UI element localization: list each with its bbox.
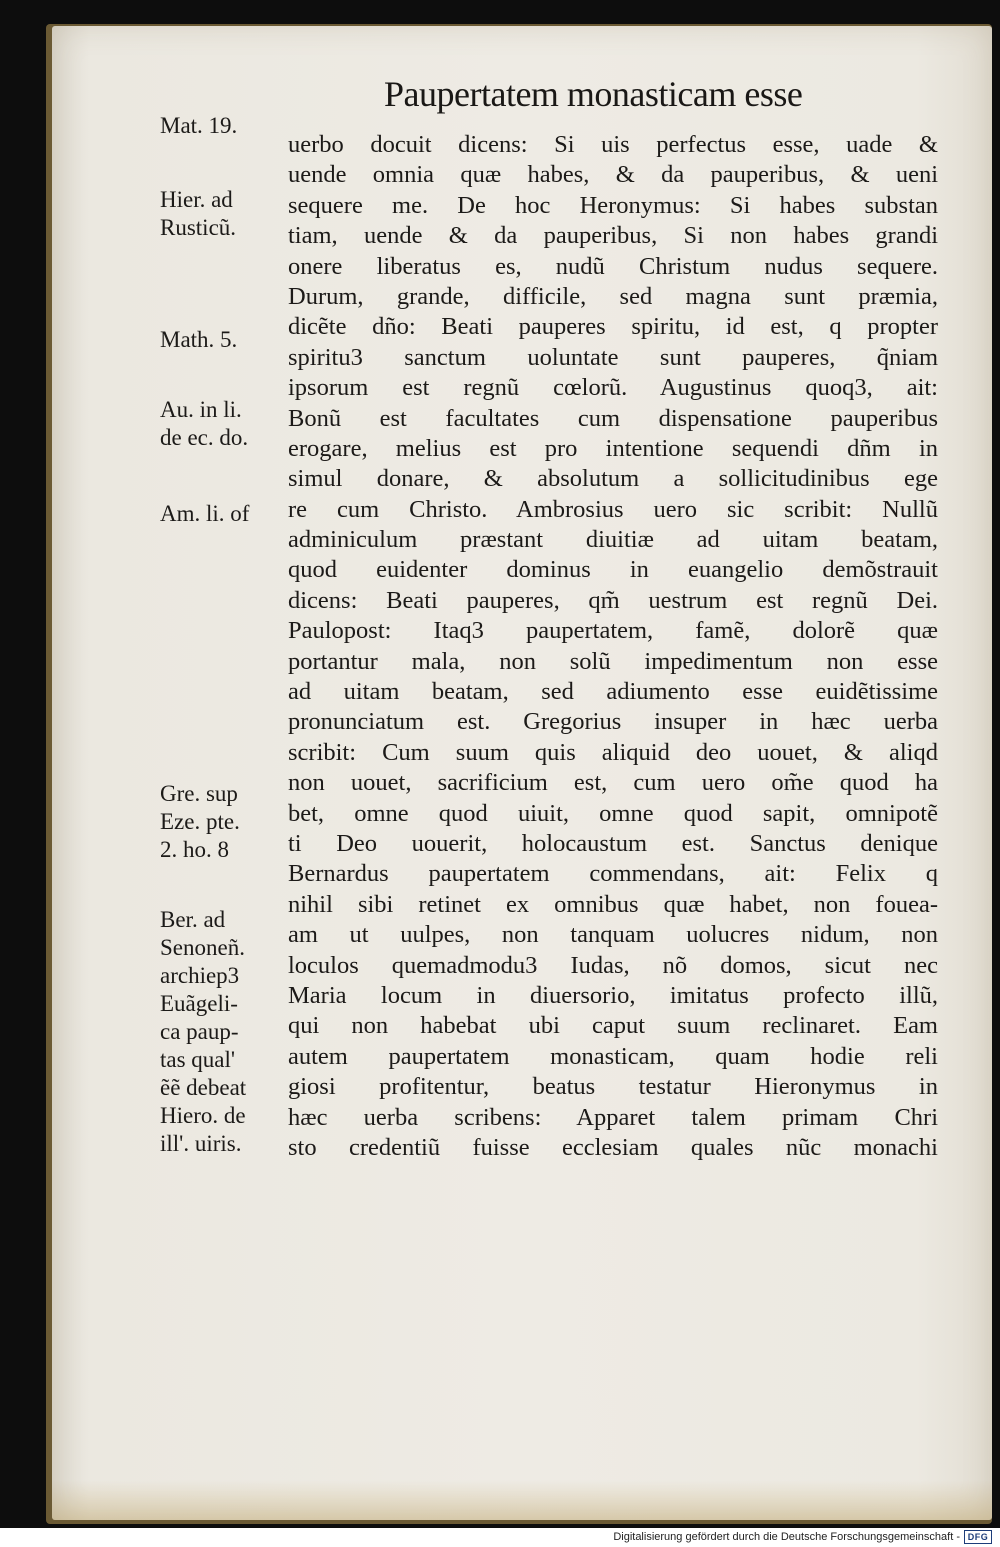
- marginal-note-line: Euãgeli-: [160, 991, 238, 1016]
- marginal-note-line: Hier. ad: [160, 187, 233, 212]
- text-line: dicens: Beati pauperes, qm̃ uestrum est regnũ Dei.: [288, 586, 938, 614]
- marginal-note-line: tas qual': [160, 1047, 236, 1072]
- marginal-note: [160, 780, 290, 864]
- text-line: autem paupertatem monasticam, quam hodie reli: [288, 1042, 938, 1070]
- marginal-note: [160, 186, 290, 242]
- marginal-note-line: Hiero. de: [160, 1103, 246, 1128]
- text-line: giosi profitentur, beatus testatur Hieronymus in: [288, 1073, 938, 1101]
- text-line: am ut uulpes, non tanquam uolucres nidum, non: [288, 921, 938, 949]
- marginal-note-line: ill'. uiris.: [160, 1131, 242, 1156]
- text-line: tiam, uende & da pauperibus, Si non habes grandi: [288, 222, 938, 250]
- text-line: ti Deo uouerit, holocaustum est. Sanctus denique: [288, 829, 938, 857]
- text-line: adminiculum præstant diuitiæ ad uitam beatam,: [288, 526, 938, 554]
- marginal-note: [160, 906, 290, 1158]
- marginal-note-line: ca paup-: [160, 1019, 239, 1044]
- marginal-note-line: Rusticũ.: [160, 215, 237, 240]
- text-line: nihil sibi retinet ex omnibus quæ habet, non fouea-: [288, 890, 938, 918]
- text-line: re cum Christo. Ambrosius uero sic scribit: Nullũ: [288, 495, 938, 523]
- text-line: pronunciatum est. Gregorius insuper in hæc uerba: [288, 708, 938, 736]
- marginal-note-line: Eze. pte.: [160, 809, 240, 834]
- marginal-note-line: Mat. 19.: [160, 113, 238, 138]
- marginal-note-line: ẽẽ debeat: [160, 1075, 247, 1100]
- text-line: Bernardus paupertatem commendans, ait: Felix q: [288, 860, 938, 888]
- text-line: loculos quemadmodu3 Iudas, nõ domos, sicut nec: [288, 951, 938, 979]
- text-line: ipsorum est regnũ cœlorũ. Augustinus quoq3, ait:: [288, 374, 938, 402]
- marginal-note-line: de ec. do.: [160, 425, 249, 450]
- text-line: Paulopost: Itaq3 paupertatem, famẽ, dolorẽ quæ: [288, 617, 938, 645]
- text-line: qui non habebat ubi caput suum reclinaret. Eam: [288, 1012, 938, 1040]
- marginal-note-line: 2. ho. 8: [160, 837, 229, 862]
- marginal-note-line: Ber. ad: [160, 907, 226, 932]
- text-line: scribit: Cum suum quis aliquid deo uouet, & aliqd: [288, 738, 938, 766]
- marginal-note-line: Au. in li.: [160, 397, 242, 422]
- text-line: erogare, melius est pro intentione sequendi dñm in: [288, 434, 938, 462]
- marginal-note: [160, 112, 290, 140]
- text-line: uende omnia quæ habes, & da pauperibus, & ueni: [288, 161, 938, 189]
- text-line: ad uitam beatam, sed adiumento esse euidẽtissime: [288, 678, 938, 706]
- text-line: uerbo docuit dicens: Si uis perfectus esse, uade &: [288, 131, 938, 158]
- dfg-logo: DFG: [964, 1530, 992, 1544]
- text-line: quod euidenter dominus in euangelio demõstrauit: [288, 556, 938, 584]
- text-line: hæc uerba scribens: Apparet talem primam Chri: [288, 1103, 938, 1131]
- text-line: sequere me. De hoc Heronymus: Si habes substan: [288, 191, 938, 219]
- text-line: bet, omne quod uiuit, omne quod sapit, omnipotẽ: [288, 799, 938, 827]
- text-line: dicẽte dño: Beati pauperes spiritu, id est, q propter: [288, 313, 938, 341]
- text-line: portantur mala, non solũ impedimentum non esse: [288, 647, 938, 675]
- marginal-note: [160, 396, 290, 452]
- marginal-note-line: Gre. sup: [160, 781, 238, 806]
- marginal-note: [160, 326, 290, 354]
- marginal-note-line: Math. 5.: [160, 327, 238, 352]
- marginal-note-line: archiep3: [160, 963, 240, 988]
- marginal-note: [160, 500, 290, 528]
- page-stain: [52, 1480, 992, 1520]
- text-line: Bonũ est facultates cum dispensatione pauperibus: [288, 404, 938, 432]
- marginal-note-line: Am. li. of: [160, 501, 250, 526]
- text-line: spiritu3 sanctum uoluntate sunt pauperes, q̃niam: [288, 343, 938, 371]
- text-line: non uouet, sacrificium est, cum uero om̃e quod ha: [288, 769, 938, 797]
- running-head: Paupertatem monasticam esse: [384, 74, 803, 114]
- text-line: sto credentiũ fuisse ecclesiam quales nũc monachi: [288, 1133, 938, 1161]
- marginal-note-line: Senoneñ.: [160, 935, 245, 960]
- footer-bar: [0, 1528, 1000, 1547]
- digitization-credit: Digitalisierung gefördert durch die Deutsche Forschungsgemeinschaft -: [613, 1531, 960, 1543]
- text-line: Maria locum in diuersorio, imitatus profecto illũ,: [288, 981, 938, 1009]
- main-text-block: [288, 130, 938, 1163]
- text-line: simul donare, & absolutum a sollicitudinibus ege: [288, 465, 938, 493]
- text-line: Durum, grande, difficile, sed magna sunt præmia,: [288, 282, 938, 310]
- text-line: onere liberatus es, nudũ Christum nudus sequere.: [288, 252, 938, 280]
